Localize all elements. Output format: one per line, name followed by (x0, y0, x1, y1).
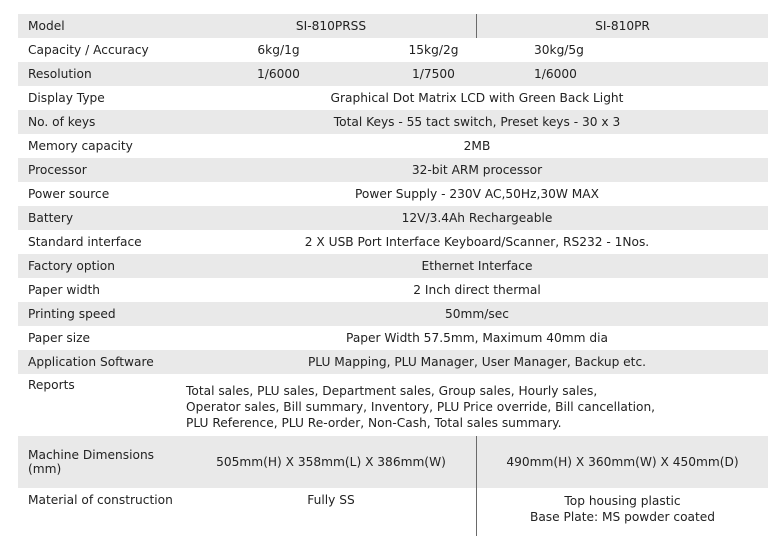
material-model-a: Fully SS (186, 488, 477, 536)
row-value: 2 X USB Port Interface Keyboard/Scanner, RS232 - 1Nos. (304, 235, 650, 249)
capacity-value-2: 15kg/2g (408, 43, 459, 57)
row-value: 32-bit ARM processor (411, 163, 543, 177)
row-label: Machine Dimensions (mm) (28, 448, 155, 476)
dimensions-row (18, 436, 768, 488)
spec-row-printing-speed (18, 302, 768, 326)
model-b-heading: SI-810PR (595, 19, 650, 33)
material-row (18, 488, 768, 536)
reports-line-2: Operator sales, Bill summary, Inventory, PLU Price override, Bill cancellation, (186, 400, 656, 414)
row-label: Capacity / Accuracy (28, 43, 149, 57)
resolution-value-2: 1/7500 (412, 67, 455, 81)
row-label: Factory option (28, 259, 115, 273)
header-row (18, 14, 768, 38)
reports-line-1: Total sales, PLU sales, Department sales, Group sales, Hourly sales, (186, 384, 598, 398)
row-label: Reports (28, 378, 75, 392)
row-label: Application Software (28, 355, 154, 369)
row-value: PLU Mapping, PLU Manager, User Manager, Backup etc. (307, 355, 647, 369)
reports-line-3: PLU Reference, PLU Re-order, Non-Cash, Total sales summary. (186, 416, 562, 430)
row-label: Power source (28, 187, 110, 201)
spec-row-memory (18, 134, 768, 158)
row-label: Battery (28, 211, 74, 225)
row-value: 50mm/sec (445, 307, 509, 321)
material-model-b-line-2: Base Plate: MS powder coated (529, 510, 716, 524)
material-model-b-line-1: Top housing plastic (564, 494, 681, 508)
row-label: Standard interface (28, 235, 142, 249)
row-value: Power Supply - 230V AC,50Hz,30W MAX (355, 187, 599, 201)
dimensions-model-a: 505mm(H) X 358mm(L) X 386mm(W) (186, 436, 477, 488)
spec-row-display-type (18, 86, 768, 110)
spec-table (18, 14, 768, 536)
row-value: Graphical Dot Matrix LCD with Green Back Light (330, 91, 624, 105)
spec-row-battery (18, 206, 768, 230)
row-value: 2MB (463, 139, 491, 153)
row-label: No. of keys (28, 115, 96, 129)
spec-row-paper-width (18, 278, 768, 302)
spec-row-software (18, 350, 768, 374)
row-label: Resolution (28, 67, 92, 81)
row-label: Memory capacity (28, 139, 133, 153)
spec-row-paper-size (18, 326, 768, 350)
row-value: 2 Inch direct thermal (413, 283, 541, 297)
row-value: 12V/3.4Ah Rechargeable (401, 211, 553, 225)
material-model-b (477, 488, 768, 536)
row-label: Paper width (28, 283, 100, 297)
dimensions-model-b: 490mm(H) X 360mm(W) X 450mm(D) (506, 455, 739, 469)
row-label: Material of construction (28, 493, 173, 507)
reports-row (18, 374, 768, 436)
reports-value (186, 374, 768, 436)
spec-row-keys (18, 110, 768, 134)
row-value: Ethernet Interface (421, 259, 533, 273)
row-value: Total Keys - 55 tact switch, Preset keys - 30 x 3 (333, 115, 621, 129)
spec-row-interface (18, 230, 768, 254)
spec-row-power (18, 182, 768, 206)
capacity-value-1: 6kg/1g (257, 43, 300, 57)
spec-row-factory-option (18, 254, 768, 278)
row-label: Processor (28, 163, 87, 177)
resolution-row (18, 62, 768, 86)
resolution-value-1: 1/6000 (257, 67, 300, 81)
row-label: Paper size (28, 331, 91, 345)
resolution-value-3: 1/6000 (534, 67, 577, 81)
spec-row-processor (18, 158, 768, 182)
capacity-row (18, 38, 768, 62)
row-label: Model (28, 19, 65, 33)
row-value: Paper Width 57.5mm, Maximum 40mm dia (346, 331, 608, 345)
row-label: Display Type (28, 91, 105, 105)
row-label: Printing speed (28, 307, 116, 321)
model-a-heading: SI-810PRSS (186, 14, 477, 38)
capacity-value-3: 30kg/5g (534, 43, 584, 57)
